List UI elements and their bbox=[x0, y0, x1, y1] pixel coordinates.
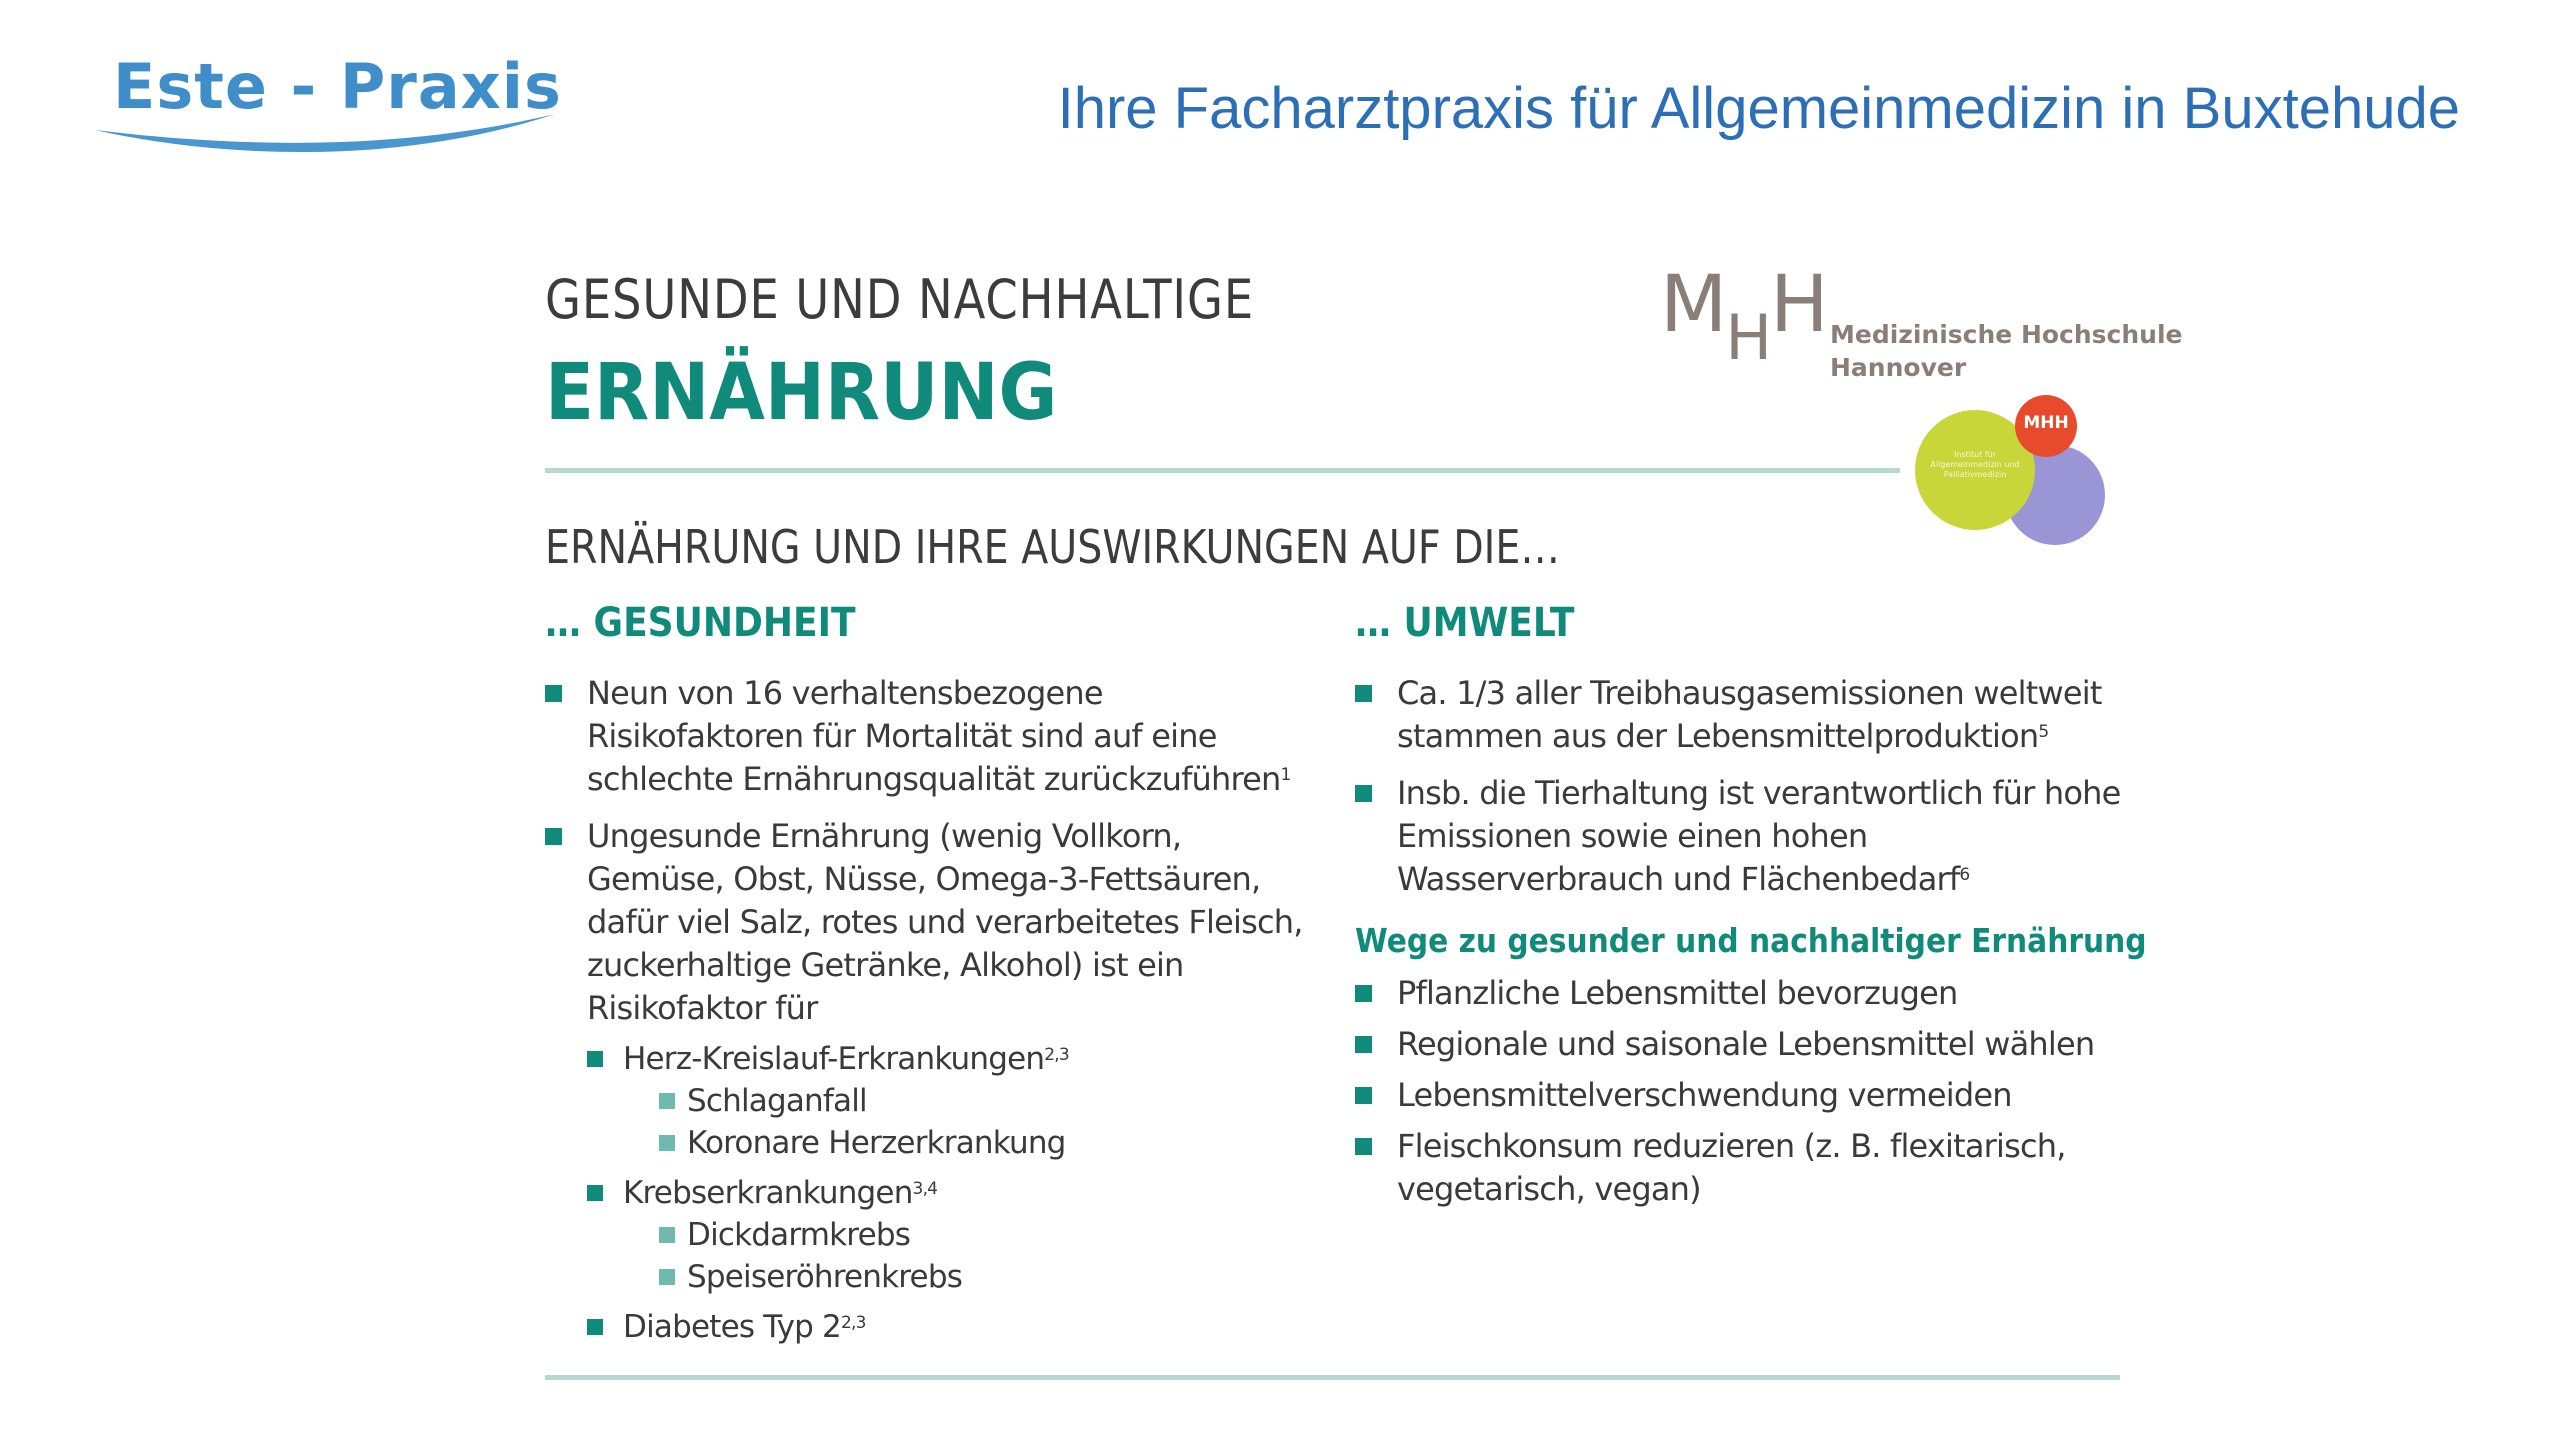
footnote-ref: 1 bbox=[1280, 765, 1291, 785]
item-text: Schlaganfall bbox=[687, 1083, 867, 1119]
bullet-icon bbox=[659, 1227, 675, 1243]
footnote-ref: 2,3 bbox=[1044, 1045, 1069, 1065]
bullet-icon bbox=[587, 1051, 603, 1067]
bullet-icon bbox=[1355, 985, 1372, 1002]
list-item bbox=[1355, 1125, 2125, 1211]
list-item bbox=[545, 815, 1325, 1348]
item-text: Herz-Kreislauf-Erkrankungen bbox=[623, 1041, 1045, 1077]
list-item bbox=[1355, 972, 2125, 1015]
info-slide bbox=[545, 250, 2183, 1390]
bullet-icon bbox=[1355, 785, 1372, 802]
logo-text: Este - Praxis bbox=[113, 50, 562, 123]
footnote-ref: 3,4 bbox=[912, 1179, 938, 1199]
health-column bbox=[545, 600, 1325, 1362]
sub-list-item bbox=[587, 1172, 1325, 1298]
item-text: Insb. die Tierhaltung ist verantwortlich für hohe Emissionen sowie einen hohen Wasserverbrauch und Flächenbedarf bbox=[1397, 774, 2121, 898]
mhh-badge: MHH bbox=[2023, 413, 2069, 433]
sub-sub-list bbox=[659, 1214, 1325, 1298]
list-item bbox=[1355, 1023, 2125, 1066]
sub-list-item bbox=[587, 1306, 1325, 1348]
item-text: Pflanzliche Lebensmittel bevorzugen bbox=[1397, 974, 1958, 1012]
health-heading: … GESUNDHEIT bbox=[545, 600, 856, 646]
list-item bbox=[1355, 772, 2125, 901]
health-list bbox=[545, 672, 1325, 1348]
bullet-icon bbox=[587, 1319, 603, 1335]
slide-pre-title: GESUNDE UND NACHHALTIGE bbox=[545, 268, 1255, 331]
list-item bbox=[1355, 1074, 2125, 1117]
ways-list bbox=[1355, 972, 2125, 1211]
risk-list bbox=[587, 1038, 1325, 1348]
sub-sub-list-item bbox=[659, 1080, 1325, 1122]
mhh-name-line2: Hannover bbox=[1830, 353, 1967, 382]
item-text: Speiseröhrenkrebs bbox=[687, 1259, 963, 1295]
slide-subtitle: ERNÄHRUNG UND IHRE AUSWIRKUNGEN AUF DIE… bbox=[545, 520, 1560, 574]
footnote-ref: 2,3 bbox=[840, 1313, 866, 1333]
item-text: Ungesunde Ernährung (wenig Vollkorn, Gemüse, Obst, Nüsse, Omega-3-Fettsäuren, dafür viel Salz, rotes und verarbeitetes Fleisch, zuckerhaltige Getränke, Alkohol) ist ein Risikofaktor für bbox=[587, 817, 1303, 1027]
bullet-icon bbox=[1355, 1138, 1372, 1155]
bottom-divider bbox=[545, 1375, 2120, 1380]
institute-circles-logo bbox=[1915, 395, 2115, 555]
sub-list-item bbox=[587, 1038, 1325, 1164]
list-item bbox=[1355, 672, 2125, 758]
bullet-icon bbox=[1355, 685, 1372, 702]
bullet-icon bbox=[659, 1135, 675, 1151]
este-praxis-logo[interactable] bbox=[95, 42, 565, 172]
item-text: Diabetes Typ 2 bbox=[623, 1309, 841, 1345]
bullet-icon bbox=[1355, 1036, 1372, 1053]
slide-main-title: ERNÄHRUNG bbox=[545, 348, 1058, 438]
footnote-ref: 5 bbox=[2038, 722, 2049, 742]
mhh-mark: $M_HH$ bbox=[1660, 260, 1827, 374]
item-text: Ca. 1/3 aller Treibhausgasemissionen weltweit stammen aus der Lebensmittelproduktion bbox=[1397, 674, 2102, 755]
footnote-ref: 6 bbox=[1959, 865, 1970, 885]
sub-sub-list-item bbox=[659, 1256, 1325, 1298]
bullet-icon bbox=[659, 1093, 675, 1109]
mhh-logo bbox=[1660, 250, 2183, 570]
sub-sub-list-item bbox=[659, 1122, 1325, 1164]
bullet-icon bbox=[545, 828, 562, 845]
sub-sub-list bbox=[659, 1080, 1325, 1164]
institute-label: Institut für Allgemeinmedizin und Palliativmedizin bbox=[1930, 450, 2020, 479]
item-text: Fleischkonsum reduzieren (z. B. flexitarisch, vegetarisch, vegan) bbox=[1397, 1127, 2066, 1208]
bullet-icon bbox=[587, 1185, 603, 1201]
environment-column bbox=[1355, 600, 2147, 1219]
mhh-name bbox=[1830, 318, 2182, 384]
mhh-name-line1: Medizinische Hochschule bbox=[1830, 320, 2183, 349]
item-text: Neun von 16 verhaltensbezogene Risikofaktoren für Mortalität sind auf eine schlechte Ernährungsqualität zurückzuführen bbox=[587, 674, 1281, 798]
header-title: Ihre Facharztpraxis für Allgemeinmedizin in Buxtehude bbox=[1057, 76, 2460, 141]
bullet-icon bbox=[659, 1269, 675, 1285]
environment-list bbox=[1355, 672, 2125, 901]
item-text: Krebserkrankungen bbox=[623, 1175, 913, 1211]
item-text: Lebensmittelverschwendung vermeiden bbox=[1397, 1076, 2012, 1114]
bullet-icon bbox=[545, 685, 562, 702]
item-text: Koronare Herzerkrankung bbox=[687, 1125, 1066, 1161]
logo-wave-icon bbox=[95, 102, 565, 172]
item-text: Regionale und saisonale Lebensmittel wählen bbox=[1397, 1025, 2095, 1063]
environment-heading: … UMWELT bbox=[1355, 600, 1575, 646]
item-text: Dickdarmkrebs bbox=[687, 1217, 911, 1253]
bullet-icon bbox=[1355, 1087, 1372, 1104]
sub-sub-list-item bbox=[659, 1214, 1325, 1256]
list-item bbox=[545, 672, 1325, 801]
ways-heading: Wege zu gesunder und nachhaltiger Ernährung bbox=[1355, 921, 2147, 960]
